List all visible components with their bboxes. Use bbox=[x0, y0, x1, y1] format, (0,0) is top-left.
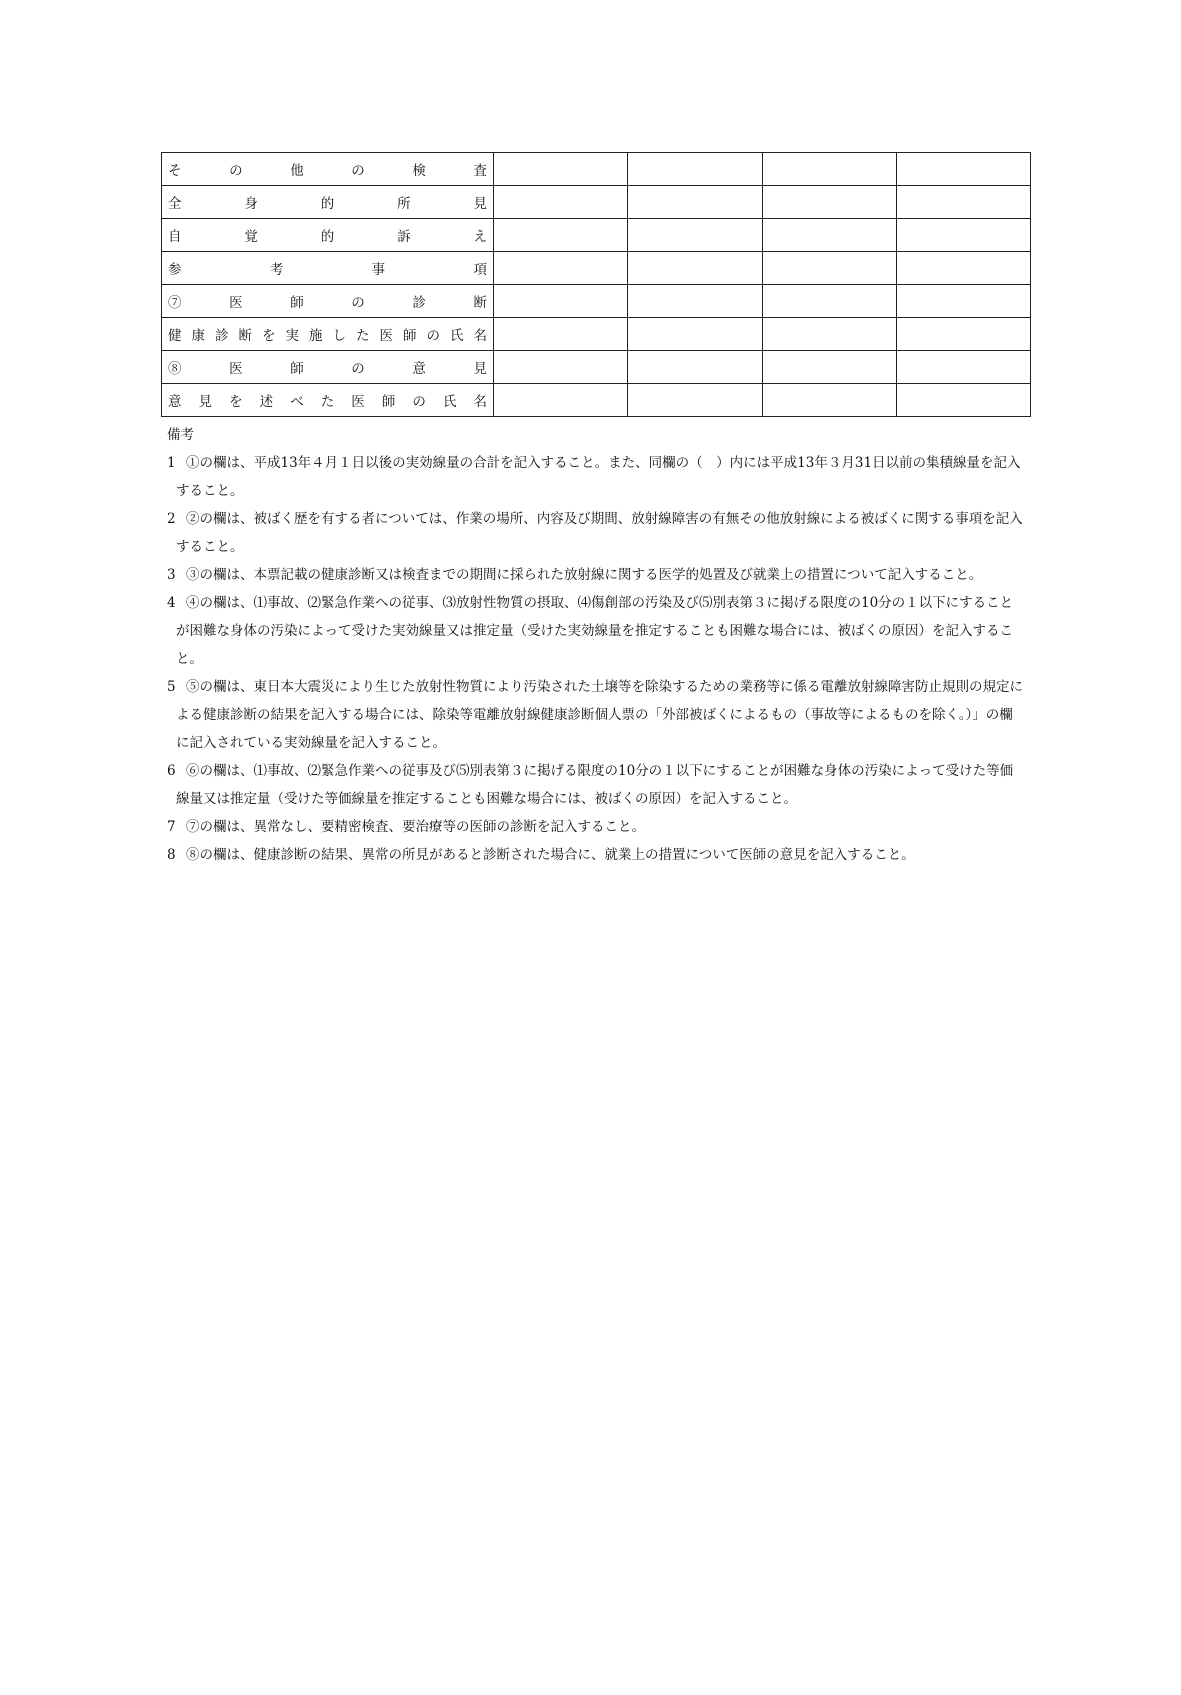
note-number: 6 bbox=[167, 763, 176, 779]
table-row bbox=[162, 318, 1031, 351]
note-text: ②の欄は、被ばく歴を有する者については、作業の場所、内容及び期間、放射線障害の有無その他放射線による被ばくに関する事項を記入すること。 bbox=[176, 511, 1023, 555]
table-row bbox=[162, 186, 1031, 219]
table-row bbox=[162, 252, 1031, 285]
entry-cell[interactable] bbox=[762, 318, 896, 351]
row-label: ⑦医師の診断 bbox=[162, 285, 494, 318]
note-number: 3 bbox=[167, 567, 176, 583]
entry-cell[interactable] bbox=[762, 219, 896, 252]
note-number: 5 bbox=[167, 679, 176, 695]
table-row bbox=[162, 153, 1031, 186]
entry-cell[interactable] bbox=[896, 285, 1030, 318]
table-row bbox=[162, 384, 1031, 417]
row-label: ⑧医師の意見 bbox=[162, 351, 494, 384]
note-text: ⑧の欄は、健康診断の結果、異常の所見があると診断された場合に、就業上の措置について医師の意見を記入すること。 bbox=[186, 847, 915, 863]
entry-cell[interactable] bbox=[494, 384, 628, 417]
remark-note bbox=[167, 757, 1023, 813]
entry-cell[interactable] bbox=[896, 318, 1030, 351]
entry-cell[interactable] bbox=[494, 252, 628, 285]
remark-note bbox=[167, 673, 1023, 757]
note-number: 4 bbox=[167, 595, 176, 611]
note-number: 8 bbox=[167, 847, 176, 863]
entry-cell[interactable] bbox=[762, 351, 896, 384]
note-number: 1 bbox=[167, 455, 176, 471]
row-label: その他の検査 bbox=[162, 153, 494, 186]
entry-cell[interactable] bbox=[896, 351, 1030, 384]
row-label: 全身的所見 bbox=[162, 186, 494, 219]
remark-note bbox=[167, 449, 1023, 505]
entry-cell[interactable] bbox=[896, 186, 1030, 219]
remark-note bbox=[167, 589, 1023, 673]
entry-cell[interactable] bbox=[896, 219, 1030, 252]
entry-cell[interactable] bbox=[896, 153, 1030, 186]
entry-cell[interactable] bbox=[628, 285, 762, 318]
entry-cell[interactable] bbox=[628, 153, 762, 186]
entry-cell[interactable] bbox=[628, 252, 762, 285]
row-label: 健康診断を実施した医師の氏名 bbox=[162, 318, 494, 351]
entry-cell[interactable] bbox=[762, 285, 896, 318]
entry-cell[interactable] bbox=[762, 153, 896, 186]
table-row bbox=[162, 219, 1031, 252]
remark-note bbox=[167, 841, 1023, 869]
note-text: ⑤の欄は、東日本大震災により生じた放射性物質により汚染された土壌等を除染するための業務等に係る電離放射線障害防止規則の規定による健康診断の結果を記入する場合には、除染等電離放射線健康診断個人票の「外部被ばくによるもの（事故等によるものを除く。）」の欄に記入されている実効線量を記入すること。 bbox=[176, 679, 1023, 751]
health-exam-record-table bbox=[161, 152, 1031, 417]
entry-cell[interactable] bbox=[628, 384, 762, 417]
note-number: 7 bbox=[167, 819, 176, 835]
entry-cell[interactable] bbox=[896, 252, 1030, 285]
entry-cell[interactable] bbox=[494, 285, 628, 318]
note-text: ④の欄は、⑴事故、⑵緊急作業への従事、⑶放射性物質の摂取、⑷傷創部の汚染及び⑸別表第３に掲げる限度の10分の１以下にすることが困難な身体の汚染によって受けた実効線量又は推定量（受けた実効線量を推定することも困難な場合には、被ばくの原因）を記入すること。 bbox=[176, 595, 1014, 667]
entry-cell[interactable] bbox=[762, 252, 896, 285]
row-label: 参考事項 bbox=[162, 252, 494, 285]
table-row bbox=[162, 351, 1031, 384]
entry-cell[interactable] bbox=[628, 186, 762, 219]
row-label: 自覚的訴え bbox=[162, 219, 494, 252]
remarks-section bbox=[167, 421, 1023, 869]
note-number: 2 bbox=[167, 511, 176, 527]
note-text: ⑦の欄は、異常なし、要精密検査、要治療等の医師の診断を記入すること。 bbox=[186, 819, 645, 835]
table-row bbox=[162, 285, 1031, 318]
entry-cell[interactable] bbox=[494, 318, 628, 351]
row-label: 意見を述べた医師の氏名 bbox=[162, 384, 494, 417]
entry-cell[interactable] bbox=[762, 384, 896, 417]
entry-cell[interactable] bbox=[494, 186, 628, 219]
entry-cell[interactable] bbox=[896, 384, 1030, 417]
note-text: ①の欄は、平成13年４月１日以後の実効線量の合計を記入すること。また、同欄の（ ）内には平成13年３月31日以前の集積線量を記入すること。 bbox=[176, 455, 1021, 499]
note-text: ⑥の欄は、⑴事故、⑵緊急作業への従事及び⑸別表第３に掲げる限度の10分の１以下にすることが困難な身体の汚染によって受けた等価線量又は推定量（受けた等価線量を推定することも困難な場合には、被ばくの原因）を記入すること。 bbox=[176, 763, 1014, 807]
entry-cell[interactable] bbox=[494, 351, 628, 384]
entry-cell[interactable] bbox=[628, 318, 762, 351]
entry-cell[interactable] bbox=[628, 219, 762, 252]
remark-note bbox=[167, 561, 1023, 589]
entry-cell[interactable] bbox=[628, 351, 762, 384]
note-text: ③の欄は、本票記載の健康診断又は検査までの期間に採られた放射線に関する医学的処置及び就業上の措置について記入すること。 bbox=[186, 567, 983, 583]
entry-cell[interactable] bbox=[494, 153, 628, 186]
remark-note bbox=[167, 505, 1023, 561]
entry-cell[interactable] bbox=[494, 219, 628, 252]
remark-note bbox=[167, 813, 1023, 841]
entry-cell[interactable] bbox=[762, 186, 896, 219]
remarks-title: 備考 bbox=[167, 427, 194, 443]
